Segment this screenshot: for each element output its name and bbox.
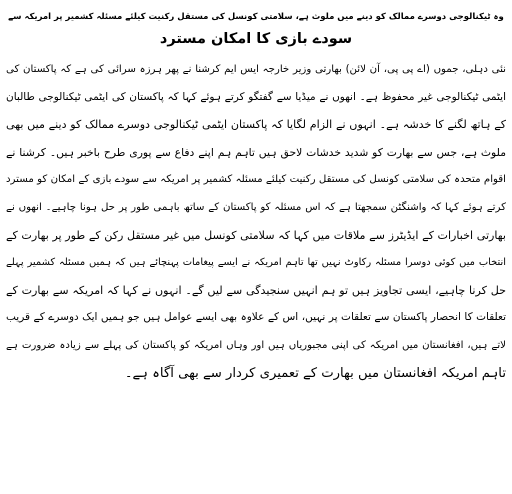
body-line: حل کرنا چاہیے، ایسی تجاویز ہیں تو ہم انہیں سنجیدگی سے لیں گے۔ انہوں نے کہا کہ امریکہ سے بھارت کے <box>6 283 506 297</box>
body-line: اقوام متحدہ کی سلامتی کونسل کی مستقل رکنیت کیلئے مسئلہ کشمیر پر امریکہ سے سودے بازی کے امکان کو مسترد <box>6 174 506 186</box>
headline-line: وہ ٹیکنالوجی دوسرے ممالک کو دینے میں ملوث ہے، سلامتی کونسل کی مستقل رکنیت کیلئے مسئلہ کشمیر پر امریکہ سے <box>8 12 504 22</box>
news-article <box>4 2 508 492</box>
body-line: کرتے ہوئے کہا کہ واشنگٹن سمجھتا ہے کہ اس مسئلہ کو پاکستان کے ساتھ باہمی طور پر حل ہونا چاہیے۔ انھوں نے <box>6 201 506 213</box>
body-line: لاتے ہیں، افغانستان میں امریکہ کی اپنی مجبوریاں ہیں اور وہاں امریکہ کو پاکستان کی پہلے سے زیادہ ضرورت ہے <box>6 339 506 351</box>
body-line: نئی دہلی، جموں (اے پی پی، آن لائن) بھارتی وزیر خارجہ ایس ایم کرشنا نے پھر ہرزہ سرائی کی ہے کہ پاکستان کی <box>6 64 506 75</box>
body-line: انتخاب میں کوئی دوسرا مسئلہ رکاوٹ نہیں تھا تاہم امریکہ نے ایسے پیغامات پہنچائے ہیں کہ ہمیں مسئلہ کشمیر پہلے <box>6 257 506 269</box>
body-line: بھارتی اخبارات کے ایڈیٹرز سے ملاقات میں کہا کہ سلامتی کونسل میں غیر مستقل رکن کے طور پر بھارت کے <box>6 228 506 242</box>
body-line: تاہم امریکہ افغانستان میں بھارت کے تعمیری کردار سے بھی آگاہ ہے۔ <box>124 365 506 381</box>
body-line: ملوث ہے، جس سے بھارت کو شدید خدشات لاحق ہیں تاہم ہم اپنے دفاع سے پوری طرح باخبر ہیں۔ کرشنا نے <box>6 145 506 159</box>
body-line: تعلقات کا انحصار پاکستان سے تعلقات پر نہیں، اس کے علاوہ بھی ایسے عوامل ہیں جو ہمیں ایک دوسرے کے قریب <box>6 311 506 324</box>
headline-line: سودے بازی کا امکان مسترد <box>159 31 353 47</box>
article-body <box>6 56 506 387</box>
headline <box>6 6 506 50</box>
body-line: کے ہاتھ لگنے کا خدشہ ہے۔ انہوں نے الزام لگایا کہ پاکستان ایٹمی ٹیکنالوجی دوسرے ممالک کو دینے میں بھی <box>6 118 506 132</box>
body-line: ایٹمی ٹیکنالوجی غیر محفوظ ہے۔ انھوں نے میڈیا سے گفتگو کرتے ہوئے کہا کہ پاکستان کی ایٹمی ٹیکنالوجی طالبان <box>6 90 506 103</box>
